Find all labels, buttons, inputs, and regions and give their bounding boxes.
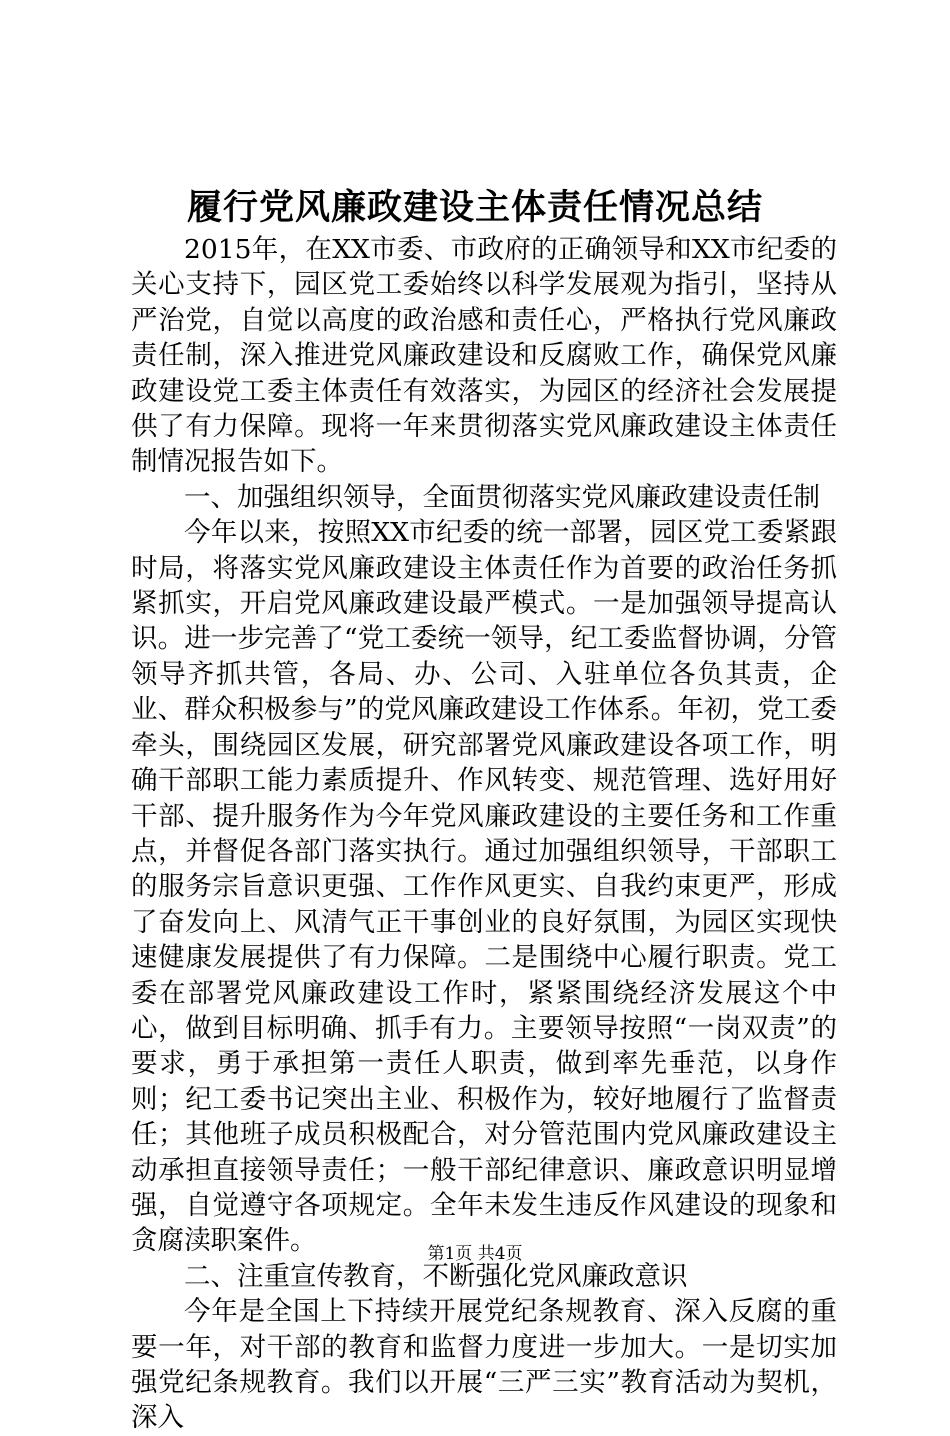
section-1-paragraph: 今年以来，按照XX市纪委的统一部署，园区党工委紧跟时局，将落实党风廉政建设主体责任作为首要的政治任务抓紧抓实，开启党风廉政建设最严模式。一是加强领导提高认识。进一步完善了“党工委统一领导，纪工委监督协调，分管领导齐抓共管，各局、办、公司、入驻单位各负其责，企业、群众积极参与”的党风廉政建设工作体系。年初，党工委牵头，围绕园区发展，研究部署党风廉政建设各项工作，明确干部职工能力素质提升、作风转变、规范管理、选好用好干部、提升服务作为今年党风廉政建设的主要任务和工作重点，并督促各部门落实执行。通过加强组织领导，干部职工的服务宗旨意识更强、工作作风更实、自我约束更严，形成了奋发向上、风清气正干事创业的良好氛围，为园区实现快速健康发展提供了有力保障。二是围绕中心履行职责。党工委在部署党风廉政建设工作时，紧紧围绕经济发展这个中心，做到目标明确、抓手有力。主要领导按照“一岗双责”的要求，勇于承担第一责任人职责，做到率先垂范，以身作则；纪工委书记突出主业、积极作为，较好地履行了监督责任；其他班子成员积极配合，对分管范围内党风廉政建设主动承担直接领导责任；一般干部纪律意识、廉政意识明显增强，自觉遵守各项规定。全年未发生违反作风建设的现象和贪腐渎职案件。 — [131, 517, 837, 1257]
section-heading-2: 二、注重宣传教育，不断强化党风廉政意识 — [184, 1260, 688, 1292]
document-title: 履行党风廉政建设主体责任情况总结 — [186, 187, 763, 228]
section-heading-1: 一、加强组织领导，全面贯彻落实党风廉政建设责任制 — [184, 481, 820, 513]
intro-paragraph: 2015年，在XX市委、市政府的正确领导和XX市纪委的关心支持下，园区党工委始终以科学发展观为指引，坚持从严治党，自觉以高度的政治感和责任心，严格执行党风廉政责任制，深入推进党风廉政建设和反腐败工作，确保党风廉政建设党工委主体责任有效落实，为园区的经济社会发展提供了有力保障。现将一年来贯彻落实党风廉政建设主体责任制情况报告如下。 — [131, 234, 837, 478]
page-footer: 第1页 共4页 — [427, 1244, 523, 1264]
section-2-paragraph: 今年是全国上下持续开展党纪条规教育、深入反腐的重要一年，对干部的教育和监督力度进一步加大。一是切实加强党纪条规教育。我们以开展“三严三实”教育活动为契机，深入 — [131, 1296, 837, 1434]
